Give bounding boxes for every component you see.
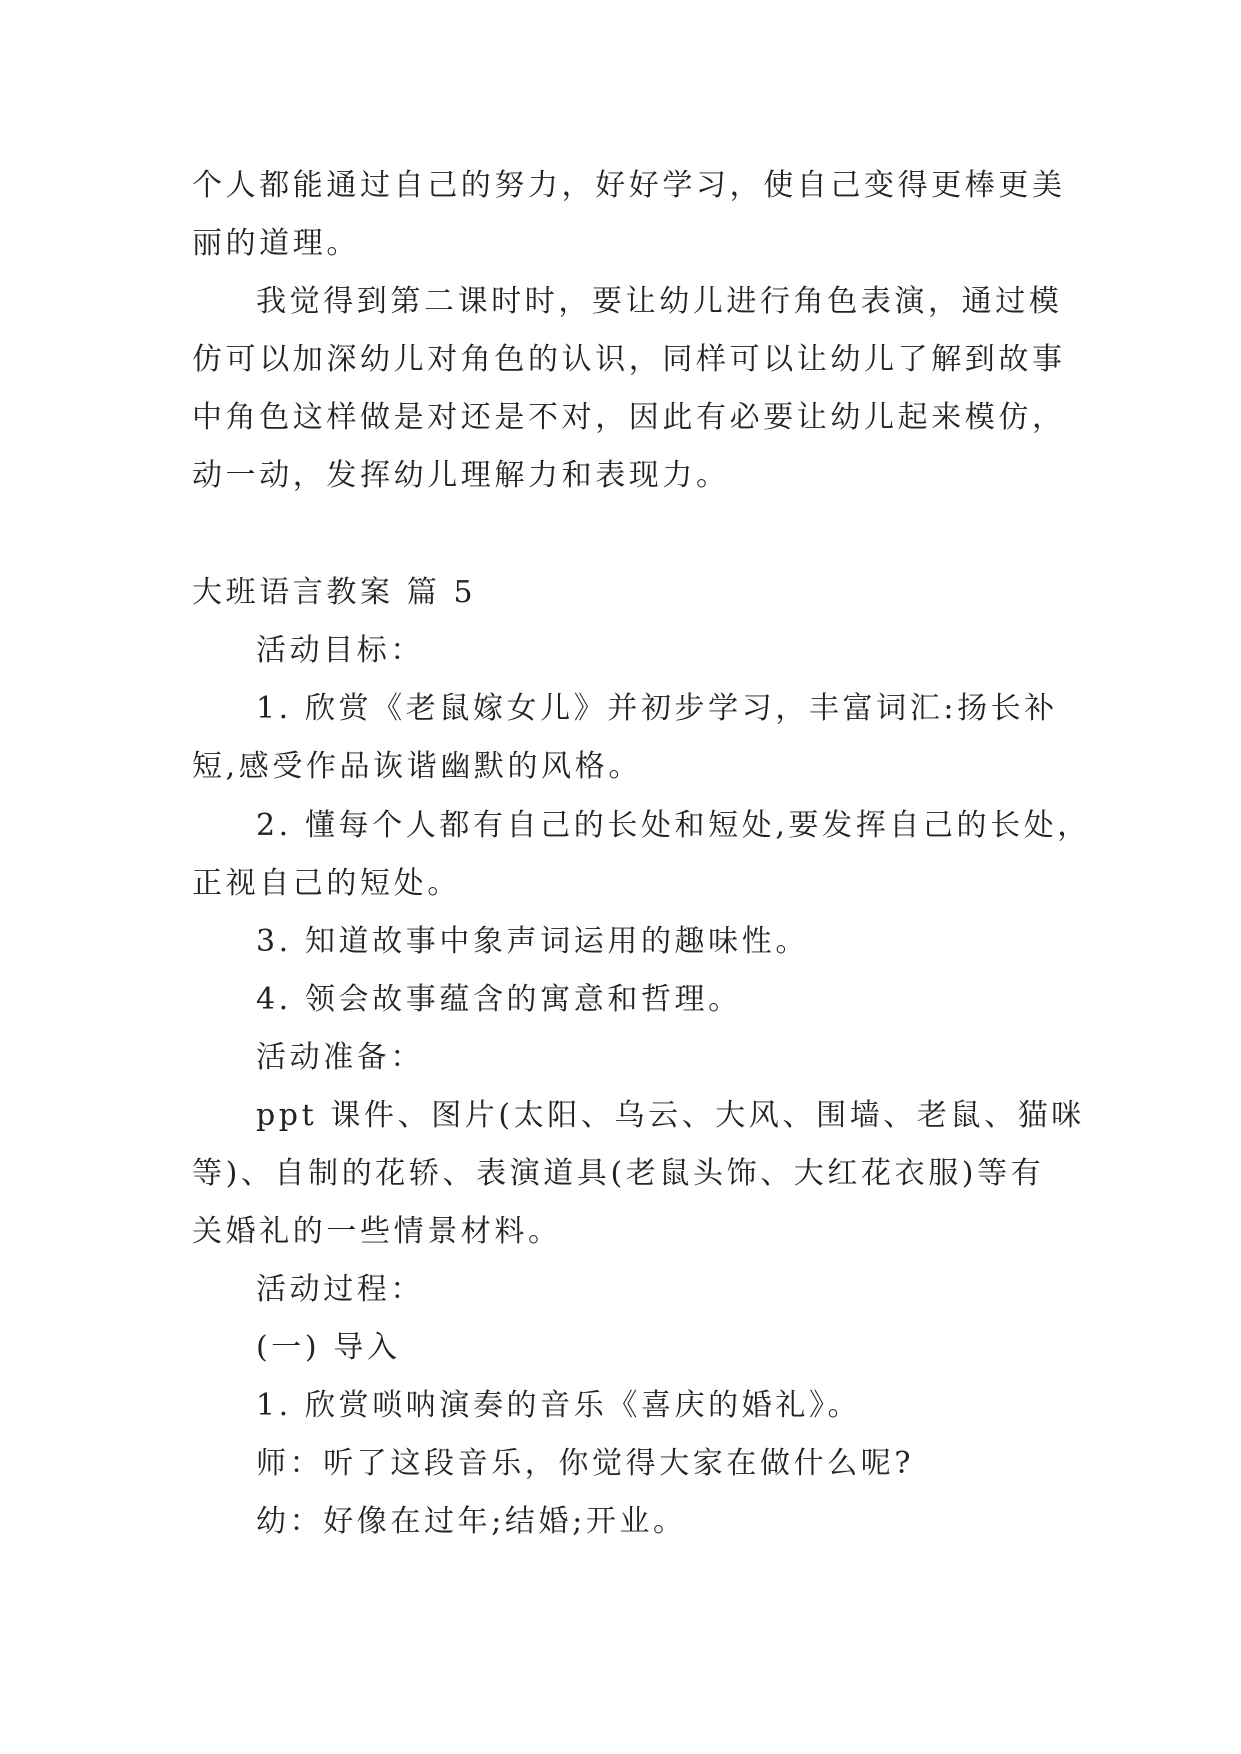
paragraph-line: 丽的道理。: [192, 226, 360, 261]
list-item: 3. 知道故事中象声词运用的趣味性。: [256, 924, 809, 959]
list-item-continuation: 正视自己的短处。: [192, 866, 461, 901]
subheading-goals: 活动目标：: [256, 633, 424, 668]
paragraph-line: 动一动，发挥幼儿理解力和表现力。: [192, 458, 730, 493]
step-heading: (一) 导入: [256, 1330, 401, 1365]
list-item: 1. 欣赏《老鼠嫁女儿》并初步学习，丰富词汇:扬长补: [256, 691, 1058, 726]
section-heading: 大班语言教案 篇 5: [192, 575, 477, 610]
paragraph-line: ppt 课件、图片(太阳、乌云、大风、围墙、老鼠、猫咪: [256, 1098, 1085, 1133]
paragraph-line: 我觉得到第二课时时，要让幼儿进行角色表演，通过模: [256, 284, 1063, 319]
dialogue-line: 幼：好像在过年;结婚;开业。: [256, 1504, 687, 1539]
subheading-process: 活动过程：: [256, 1272, 424, 1307]
list-item: 1. 欣赏唢呐演奏的音乐《喜庆的婚礼》。: [256, 1388, 862, 1423]
list-item: 2. 懂每个人都有自己的长处和短处,要发挥自己的长处，: [256, 808, 1091, 843]
paragraph-line: 个人都能通过自己的努力，好好学习，使自己变得更棒更美: [192, 168, 1066, 203]
paragraph-line: 关婚礼的一些情景材料。: [192, 1214, 562, 1249]
list-item-continuation: 短,感受作品诙谐幽默的风格。: [192, 749, 642, 784]
paragraph-line: 中角色这样做是对还是不对，因此有必要让幼儿起来模仿，: [192, 400, 1066, 435]
list-item: 4. 领会故事蕴含的寓意和哲理。: [256, 982, 742, 1017]
subheading-preparation: 活动准备：: [256, 1040, 424, 1075]
dialogue-line: 师：听了这段音乐，你觉得大家在做什么呢?: [256, 1446, 915, 1481]
paragraph-line: 仿可以加深幼儿对角色的认识，同样可以让幼儿了解到故事: [192, 342, 1066, 377]
paragraph-line: 等)、自制的花轿、表演道具(老鼠头饰、大红花衣服)等有: [192, 1156, 1045, 1191]
